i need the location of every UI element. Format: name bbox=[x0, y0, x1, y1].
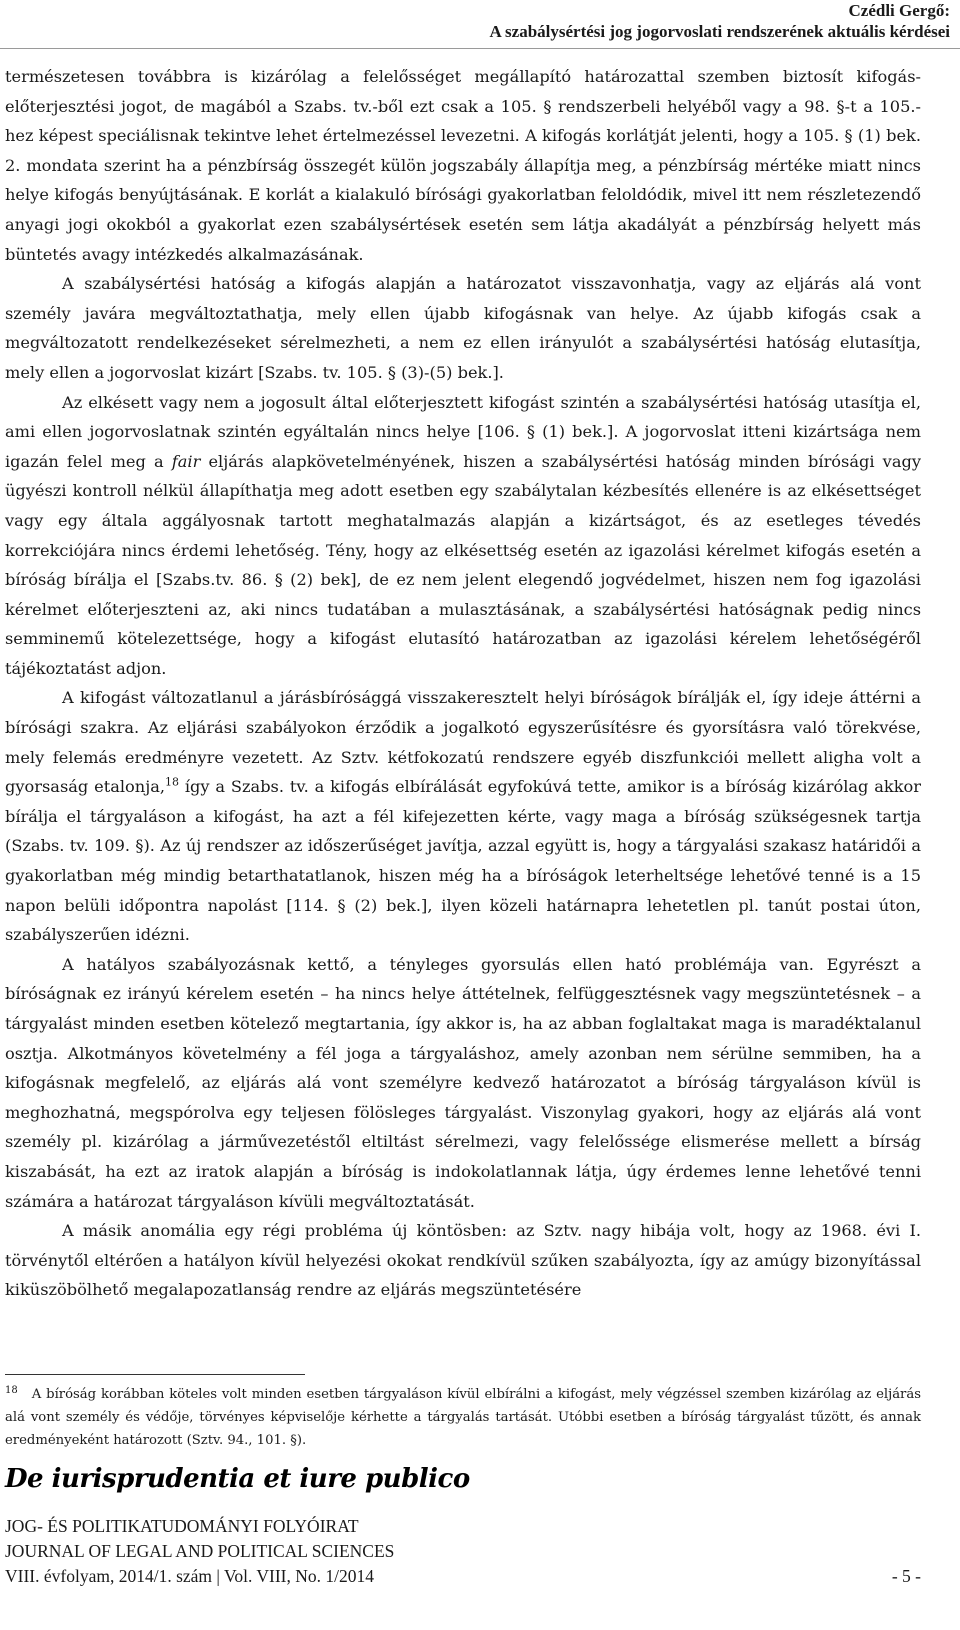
journal-logo: De iurisprudentia et iure publico bbox=[5, 1464, 470, 1494]
paragraph-4-before: A kifogást változatlanul a járásbírósággá visszakeresztelt helyi bíróságok bírálják el, így ideje áttérni a bírósági szakra. Az eljárási szabályokon érződik a jogalkotó egyszerűsítésre és gyorsításra való törekvése, mely felemás eredményre vezetett. Az Sztv. kétfokozatú rendszere egyéb diszfunkciói mellett aligha volt a gyorsaság etalonja, bbox=[5, 688, 921, 797]
footnote bbox=[5, 1383, 921, 1452]
paragraph-5: A hatályos szabályozásnak kettő, a tényleges gyorsulás ellen ható problémája van. Egyrészt a bíróságnak ez irányú kérelem esetén – ha nincs helye áttételnek, felfüggesztésnek vagy megszüntetésnek – a tárgyalást minden esetben kötelező megtartania, így akkor is, ha az abban foglaltakat maga is maradéktalanul osztja. Alkotmányos követelmény a fél joga a tárgyaláshoz, amely azonban nem sérülne semmiben, ha a kifogásnak megfelelő, az eljárás alá vont személyre kedvező határozatot a bíróság tárgyaláson kívül is meghozhatná, megspórolva egy teljesen fölösleges tárgyalást. Viszonylag gyakori, hogy az eljárás alá vont személy pl. kizárólag a járművezetéstől eltiltást sérelmezi, vagy felelőssége elismerése mellett a bírság kiszabását, ha ezt az iratok alapján a bíróság is indokolatlannak látja, úgy érdemes lenne lehetővé tenni számára a határozat tárgyaláson kívüli megváltoztatását. bbox=[5, 954, 921, 1211]
paragraph-3: Az elkésett vagy nem a jogosult által előterjesztett kifogást szintén a szabálysértési hatóság utasítja el, ami ellen jogorvoslatnak szintén egyáltalán nincs helye [106. § (1) bek.]. A jogorvoslat itteni kizártsága nem igazán felel meg a fair eljárás alapkövetelményének, hiszen a szabálysértési hatóság minden bírósági vagy ügyészi kontroll nélkül állapíthatja meg adott esetben egy szabálytalan kézbesítés ellenére is az elkésettséget vagy egy általa aggályosnak tartott meghatalmazás alapján a kizártságot, és az esetleges tévedés korrekciójára nincs érdemi lehetőség. Tény, hogy az elkésettség esetén az igazolási kérelmet kifogás esetén a bíróság bírálja el [Szabs.tv. 86. § (2) bek], de ez nem jelent elegendő jogvédelmet, hiszen nem fog igazolási kérelmet előterjeszteni az, aki nincs tudatában a mulasztásának, a szabálysértési hatóságnak pedig nincs semminemű kötelezettsége, hogy a kifogást elutasító határozatban az igazolási kérelem lehetőségéről tájékoztatást adjon. bbox=[5, 392, 921, 678]
journal-line-en: JOURNAL OF LEGAL AND POLITICAL SCIENCES bbox=[5, 1541, 395, 1561]
header-author: Czédli Gergő: bbox=[848, 1, 950, 20]
header-rule bbox=[0, 48, 960, 49]
header-title: A szabálysértési jog jogorvoslati rendszerének aktuális kérdései bbox=[489, 22, 950, 41]
footnote-number: 18 bbox=[5, 1384, 18, 1396]
footnote-rule bbox=[5, 1374, 305, 1375]
journal-issue-row bbox=[5, 1564, 921, 1589]
fair-emphasis: fair bbox=[171, 451, 201, 471]
paragraph-4 bbox=[5, 683, 921, 949]
footnote-text: A bíróság korábban köteles volt minden esetben tárgyaláson kívül elbírálni a kifogást, mely végzéssel szemben kizárólag az eljárás alá vont személy és védője, törvényes képviselője kérhette a tárgyalás tartását. Utóbbi esetben a bíróság tárgyalást tűzött, és annak eredményeként határozott (Sztv. 94., 101. §). bbox=[5, 1387, 921, 1448]
footnote-reference[interactable]: 18 bbox=[165, 775, 180, 789]
body-text bbox=[5, 62, 921, 1305]
paragraph-4-after: így a Szabs. tv. a kifogás elbírálását egyfokúvá tette, amikor is a bíróság kizárólag akkor bírálja el tárgyaláson a kifogást, ha azt a fél kifejezetten kérte, vagy maga a bíróság szükségesnek tartja (Szabs. tv. 109. §). Az új rendszer az időszerűséget javítja, azzal együtt is, hogy a tárgyalási szakasz határidői a gyakorlatban még mindig betarthatatlanok, hiszen még ha a bíróságok leterheltsége lehetővé tenné is a 15 napon belüli időpontra napolást [114. § (2) bek.], ilyen közeli határnapra lehetetlen pl. tanút postai úton, szabályszerűen idézni. bbox=[5, 777, 921, 945]
running-header bbox=[489, 0, 950, 42]
journal-info bbox=[5, 1514, 921, 1589]
page-number: - 5 - bbox=[891, 1566, 921, 1586]
paragraph-6: A másik anomália egy régi probléma új köntösben: az Sztv. nagy hibája volt, hogy az 1968. évi I. törvénytől eltérően a hatályon kívül helyezési okokat rendkívül szűken szabályozta, így az amúgy bizonyítással kiküszöbölhető megalapozatlanság rendre az eljárás megszüntetésére bbox=[5, 1221, 921, 1300]
paragraph-1: természetesen továbbra is kizárólag a felelősséget megállapító határozattal szemben biztosít kifogás-előterjesztési jogot, de magából a Szabs. tv.-ből ezt csak a 105. § rendszerbeli helyéből vagy a 98. §-t a 105.-hez képest speciálisnak tekintve lehet értelmezéssel levezetni. A kifogás korlátját jelenti, hogy a 105. § (1) bek. 2. mondata szerint ha a pénzbírság összegét külön jogszabály állapítja meg, a pénzbírság mértéke miatt nincs helye kifogás benyújtásának. E korlát a kialakuló bírósági gyakorlatban feloldódik, mivel itt nem részletezendő anyagi jogi okokból a gyakorlat ezen szabálysértések esetén sem látja akadályát a pénzbírság helyett más büntetés avagy intézkedés alkalmazásának. bbox=[5, 67, 921, 264]
journal-line-hu: JOG- ÉS POLITIKATUDOMÁNYI FOLYÓIRAT bbox=[5, 1516, 359, 1536]
journal-issue: VIII. évfolyam, 2014/1. szám | Vol. VIII, No. 1/2014 bbox=[5, 1566, 375, 1586]
paragraph-2: A szabálysértési hatóság a kifogás alapján a határozatot visszavonhatja, vagy az eljárás alá vont személy javára megváltoztathatja, mely ellen újabb kifogásnak van helye. Az újabb kifogás csak a megváltozatott rendelkezéseket sérelmezheti, a nem ez ellen irányulót a szabálysértési hatóság elutasítja, mely ellen a jogorvoslat kizárt [Szabs. tv. 105. § (3)-(5) bek.]. bbox=[5, 274, 921, 382]
